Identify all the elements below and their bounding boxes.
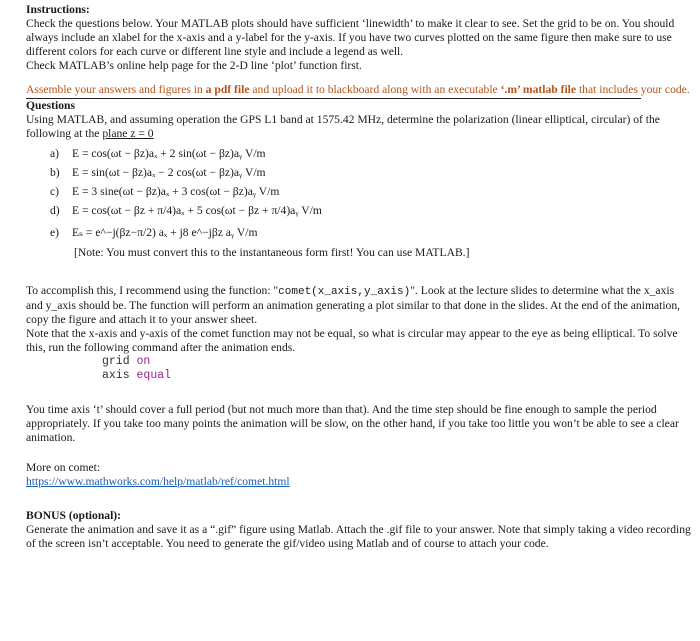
question-item — [50, 166, 692, 180]
instructions-section — [26, 3, 692, 99]
question-expression: Eₛ = e^−j(βz−π/2) aₓ + j8 e^−jβz aᵧ V/m — [72, 226, 258, 239]
time-axis-paragraph: You time axis ‘t’ should cover a full period (but not much more than that). And the time step should be fine enough to sample the period appropriately. If you take too many points the animation will be slow, on the other hand, if you take too little you won’t be able to see a clear animation. — [26, 403, 679, 444]
code-argument: on — [136, 355, 151, 368]
comet-text-2: ". Look at the lecture slides to determine what the x_axis and y_axis should be. The function will perform an animation generating a plot similar to that done in the slides. At the end of the animation, copy the figure and attach it to your answer sheet. — [26, 284, 681, 326]
questions-intro-text: Using MATLAB, and assuming operation the GPS L1 band at 1575.42 MHz, determine the polarization (linear elliptical, circular) of the following at the — [26, 113, 660, 140]
code-argument: equal — [136, 369, 172, 382]
question-letter: d) — [50, 204, 60, 217]
code-command: axis — [102, 369, 130, 382]
question-letter: c) — [50, 185, 60, 198]
comet-paragraph — [26, 284, 692, 327]
more-on-comet-label: More on comet: — [26, 461, 101, 474]
question-list — [26, 147, 692, 240]
question-item — [50, 204, 692, 218]
question-item — [50, 185, 692, 199]
code-line-axis — [102, 369, 692, 383]
questions-title: Questions — [26, 99, 75, 112]
question-letter: b) — [50, 166, 60, 179]
question-expression: E = cos(ωt − βz)aₓ + 2 sin(ωt − βz)aᵧ V/m — [72, 147, 266, 160]
instructions-help-line: Check MATLAB’s online help page for the 2-D line ‘plot’ function first. — [26, 59, 362, 72]
plane-z-underlined: plane z = 0 — [102, 127, 154, 140]
submission-m-file-bold: ‘.m’ matlab file — [500, 83, 577, 96]
question-letter: e) — [50, 226, 60, 239]
comet-help-link[interactable]: https://www.mathworks.com/help/matlab/ref/comet.html — [26, 475, 290, 488]
conversion-note: [Note: You must convert this to the instantaneous form first! You can use MATLAB.] — [74, 246, 470, 259]
bonus-text: Generate the animation and save it as a “.gif” figure using Matlab. Attach the .gif file to your answer. Note that simply taking a video recording of the screen isn’t acceptable. You need to generate the gif/video using Matlab and of course to attach your code. — [26, 523, 691, 550]
question-item — [50, 226, 692, 240]
matlab-code-block — [26, 355, 692, 383]
instructions-paragraph: Check the questions below. Your MATLAB plots should have sufficient ‘linewidth’ to make it clear to see. Set the grid to be on. You should always include an xlabel for the x-axis and a y-label for the y-axis. If you have two curves plotted on the same figure then make sure to use different colors for each curve or different line style and include a legend as well. — [26, 17, 675, 58]
instructions-title: Instructions: — [26, 3, 90, 16]
questions-intro — [26, 113, 692, 141]
question-expression: E = cos(ωt − βz + π/4)aₓ + 5 cos(ωt − βz + π/4)aᵧ V/m — [72, 204, 322, 217]
questions-section — [26, 99, 692, 260]
comet-section — [26, 284, 692, 489]
question-letter: a) — [50, 147, 60, 160]
submission-pdf-bold: a pdf file — [205, 83, 250, 96]
submission-instructions — [26, 83, 692, 97]
submission-text-3: that includes your code. — [576, 83, 690, 96]
submission-text-2: and upload it to blackboard along with an executable — [249, 83, 501, 96]
comet-text-1: To accomplish this, I recommend using the function: " — [26, 284, 279, 297]
code-line-grid — [102, 355, 692, 369]
bonus-title: BONUS (optional): — [26, 509, 122, 522]
question-expression: E = 3 sine(ωt − βz)aₓ + 3 cos(ωt − βz)aᵧ V/m — [72, 185, 280, 198]
submission-text-1: Assemble your answers and figures in — [26, 83, 206, 96]
bonus-section — [26, 509, 692, 551]
question-item — [50, 147, 692, 161]
code-command: grid — [102, 355, 130, 368]
comet-function-code: comet(x_axis,y_axis) — [278, 286, 411, 298]
question-expression: E = sin(ωt − βz)aₓ − 2 cos(ωt − βz)aᵧ V/m — [72, 166, 266, 179]
axis-note-paragraph: Note that the x-axis and y-axis of the comet function may not be equal, so what is circular may appear to the eye as being elliptical. To solve this, run the following command after the animation ends. — [26, 327, 678, 354]
